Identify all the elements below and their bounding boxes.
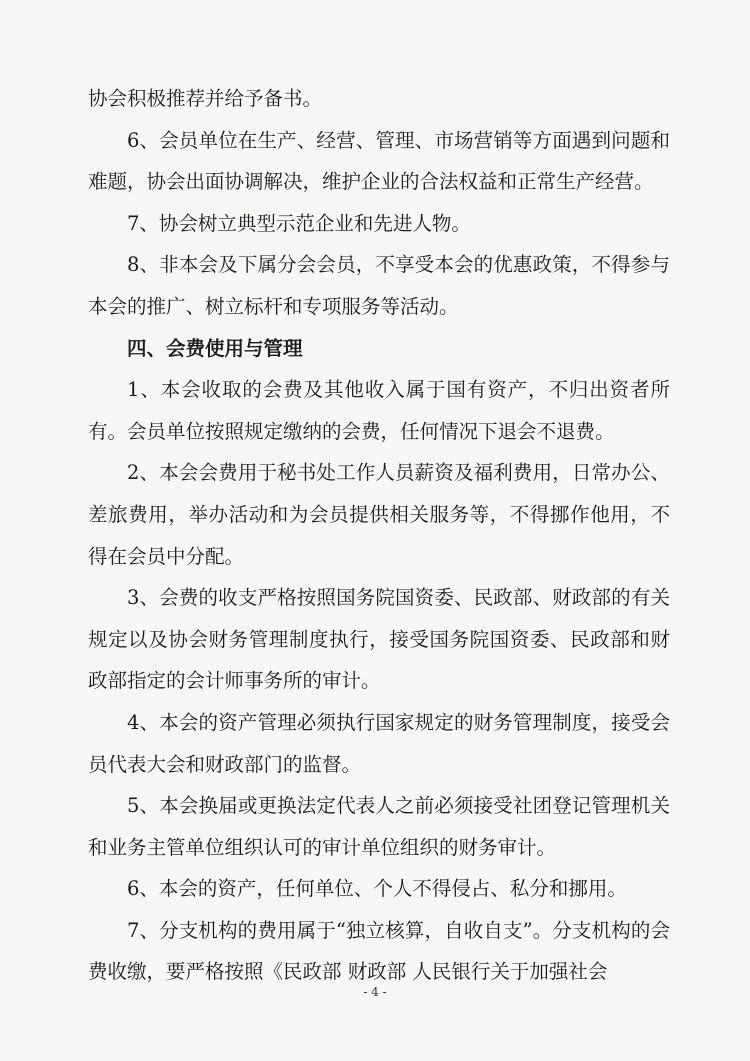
fee-item-6: 6、本会的资产，任何单位、个人不得侵占、私分和挪用。 bbox=[127, 877, 627, 901]
page-number: - 4 - bbox=[363, 985, 387, 999]
paragraph-item-6: 6、会员单位在生产、经营、管理、市场营销等方面遇到问题和难题，协会出面协调解决，维护企业的合法权益和正常生产经营。 bbox=[88, 128, 670, 194]
fee-item-3: 3、会费的收支严格按照国务院国资委、民政部、财政部的有关规定以及协会财务管理制度执行，接受国务院国资委、民政部和财政部指定的会计师事务所的审计。 bbox=[88, 586, 670, 693]
paragraph-continuation: 协会积极推荐并给予备书。 bbox=[88, 87, 323, 110]
fee-item-2: 2、本会会费用于秘书处工作人员薪资及福利费用，日常办公、差旅费用，举办活动和为会员提供相关服务等，不得挪作他用，不得在会员中分配。 bbox=[88, 461, 670, 568]
fee-item-4: 4、本会的资产管理必须执行国家规定的财务管理制度，接受会员代表大会和财政部门的监督。 bbox=[88, 710, 670, 776]
fee-item-5: 5、本会换届或更换法定代表人之前必须接受社团登记管理机关和业务主管单位组织认可的审计单位组织的财务审计。 bbox=[88, 794, 670, 859]
fee-item-7: 7、分支机构的费用属于“独立核算，自收自支”。分支机构的会费收缴，要严格按照《民政部 财政部 人民银行关于加强社会 bbox=[88, 918, 670, 984]
paragraph-item-7: 7、协会树立典型示范企业和先进人物。 bbox=[127, 211, 471, 235]
fee-item-1: 1、本会收取的会费及其他收入属于国有资产，不归出资者所有。会员单位按照规定缴纳的会费，任何情况下退会不退费。 bbox=[88, 378, 670, 443]
section-heading-membership-fees: 四、会费使用与管理 bbox=[127, 336, 303, 360]
paragraph-item-8: 8、非本会及下属分会会员，不享受本会的优惠政策，不得参与本会的推广、树立标杆和专项服务等活动。 bbox=[88, 253, 670, 318]
